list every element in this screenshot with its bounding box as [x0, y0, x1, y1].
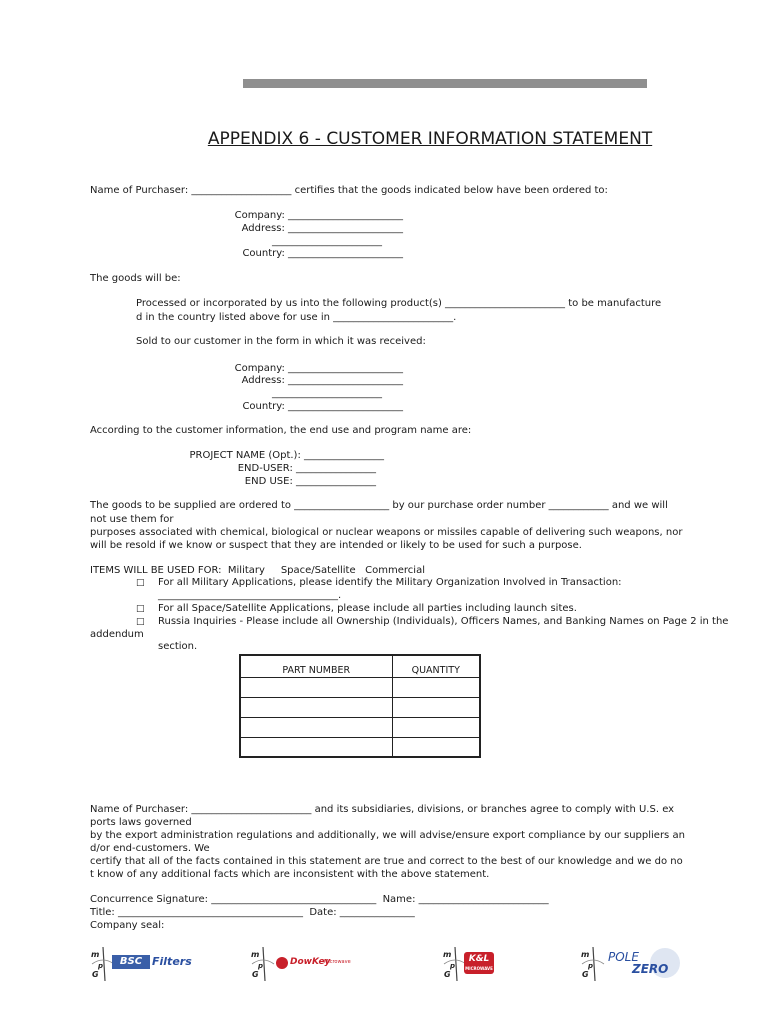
supply-line-4: will be resold if we know or suspect that they are intended or likely to be used for such a purpose. [90, 540, 582, 551]
compliance-line-5: certify that all of the facts contained in this statement are true and correct to the best of our knowledge and we do no [90, 856, 683, 867]
table-cell[interactable] [240, 737, 392, 757]
kl-microwave-logo [442, 946, 512, 982]
bullet-icon: □ [136, 617, 145, 627]
title-date-field: Title: _____________________________________ Date: _______________ [90, 907, 415, 918]
zero-wordmark: ZERO [632, 962, 669, 976]
kl-wordmark: K&L [468, 954, 490, 964]
bullet-icon: □ [136, 604, 145, 614]
table-row [240, 677, 480, 697]
bullet-russia: Russia Inquiries - Please include all Ownership (Individuals), Officers Names, and Banking Names on Page 2 in the [158, 616, 729, 627]
svg-text:G: G [92, 970, 99, 979]
svg-text:m: m [581, 950, 590, 959]
dowkey-wordmark: DowKey [290, 957, 331, 967]
svg-text:G: G [582, 970, 589, 979]
table-header-row [240, 655, 480, 677]
part-number-header: PART NUMBER [240, 655, 392, 677]
table-row [240, 737, 480, 757]
compliance-line-1: Name of Purchaser: ________________________ and its subsidiaries, divisions, or branches agree to comply with U.S. ex [90, 804, 675, 815]
pole-wordmark: POLE [608, 950, 639, 964]
processed-line-2: d in the country listed above for use in ________________________. [136, 312, 457, 323]
table-row [240, 717, 480, 737]
page-title: APPENDIX 6 - CUSTOMER INFORMATION STATEMENT [207, 129, 653, 149]
mpg-emblem-icon [580, 946, 606, 982]
project-name-field: PROJECT NAME (Opt.): ________________ [189, 450, 384, 461]
svg-text:m: m [251, 950, 260, 959]
end-use-heading: According to the customer information, the end use and program name are: [90, 425, 472, 436]
company-seal-label: Company seal: [90, 920, 165, 931]
processed-line-1: Processed or incorporated by us into the following product(s) ________________________ to be manufacture [136, 298, 662, 309]
dowkey-emblem-icon [276, 957, 288, 969]
bullet-icon: □ [136, 578, 145, 588]
kl-badge [464, 952, 494, 974]
end-user-field: END-USER: ________________ [237, 463, 376, 474]
bullet-military-line: ____________________________________. [158, 590, 342, 601]
bullet-russia-cont: section. [158, 641, 198, 652]
concurrence-signature-field: Concurrence Signature: _________________________________ Name: __________________________ [90, 894, 549, 905]
company-field: Company: _______________________ [234, 210, 403, 221]
quantity-header: QUANTITY [392, 655, 480, 677]
svg-text:p: p [588, 962, 594, 970]
address-line-2: ______________________ [272, 236, 382, 247]
svg-text:p: p [450, 962, 456, 970]
bsc-badge: BSC [112, 955, 150, 969]
bullet-russia-cont: addendum [90, 629, 144, 640]
svg-text:m: m [443, 950, 452, 959]
supply-line-2: not use them for [90, 514, 174, 525]
header-rule [243, 79, 647, 88]
table-cell[interactable] [240, 677, 392, 697]
compliance-line-3: by the export administration regulations and additionally, we will advise/ensure export compliance by our suppliers an [90, 830, 685, 841]
svg-text:G: G [252, 970, 259, 979]
svg-text:p: p [258, 962, 264, 970]
dowkey-subtitle: Microwave [324, 959, 351, 965]
svg-text:p: p [98, 962, 104, 970]
table-cell[interactable] [392, 717, 480, 737]
supply-line-1: The goods to be supplied are ordered to ___________________ by our purchase order number ____________ and we will [90, 500, 668, 511]
country-field: Country: _______________________ [242, 248, 403, 259]
dowkey-logo [250, 946, 360, 982]
svg-text:G: G [444, 970, 451, 979]
sold-line: Sold to our customer in the form in which it was received: [136, 336, 426, 347]
country-field: Country: _______________________ [242, 401, 403, 412]
items-used-line: ITEMS WILL BE USED FOR: Military Space/Satellite Commercial [90, 565, 425, 576]
compliance-line-6: t know of any additional facts which are inconsistent with the above statement. [90, 869, 490, 880]
filters-wordmark: Filters [152, 955, 192, 968]
kl-subtitle: MICROWAVE [465, 966, 493, 971]
purchaser-intro: Name of Purchaser: ____________________ certifies that the goods indicated below have been ordered to: [90, 185, 608, 196]
bullet-military: For all Military Applications, please identify the Military Organization Involved in Transaction: [158, 577, 622, 588]
table-row [240, 697, 480, 717]
address-field: Address: _______________________ [241, 375, 403, 386]
mpg-emblem-icon [250, 946, 276, 982]
address-field: Address: _______________________ [241, 223, 403, 234]
table-cell[interactable] [240, 717, 392, 737]
bullet-space: For all Space/Satellite Applications, please include all parties including launch sites. [158, 603, 577, 614]
parts-table [239, 654, 481, 758]
table-cell[interactable] [392, 677, 480, 697]
supply-line-3: purposes associated with chemical, biological or nuclear weapons or missiles capable of delivering such weapons, nor [90, 527, 683, 538]
end-use-field: END USE: ________________ [244, 476, 376, 487]
goods-heading: The goods will be: [90, 273, 181, 284]
compliance-line-4: d/or end-customers. We [90, 843, 210, 854]
pole-zero-logo [580, 946, 690, 982]
address-line-2: ______________________ [272, 388, 382, 399]
table-cell[interactable] [240, 697, 392, 717]
svg-text:m: m [91, 950, 100, 959]
table-cell[interactable] [392, 697, 480, 717]
table-cell[interactable] [392, 737, 480, 757]
company-field: Company: _______________________ [234, 363, 403, 374]
bsc-filters-logo [90, 946, 200, 982]
compliance-line-2: ports laws governed [90, 817, 192, 828]
